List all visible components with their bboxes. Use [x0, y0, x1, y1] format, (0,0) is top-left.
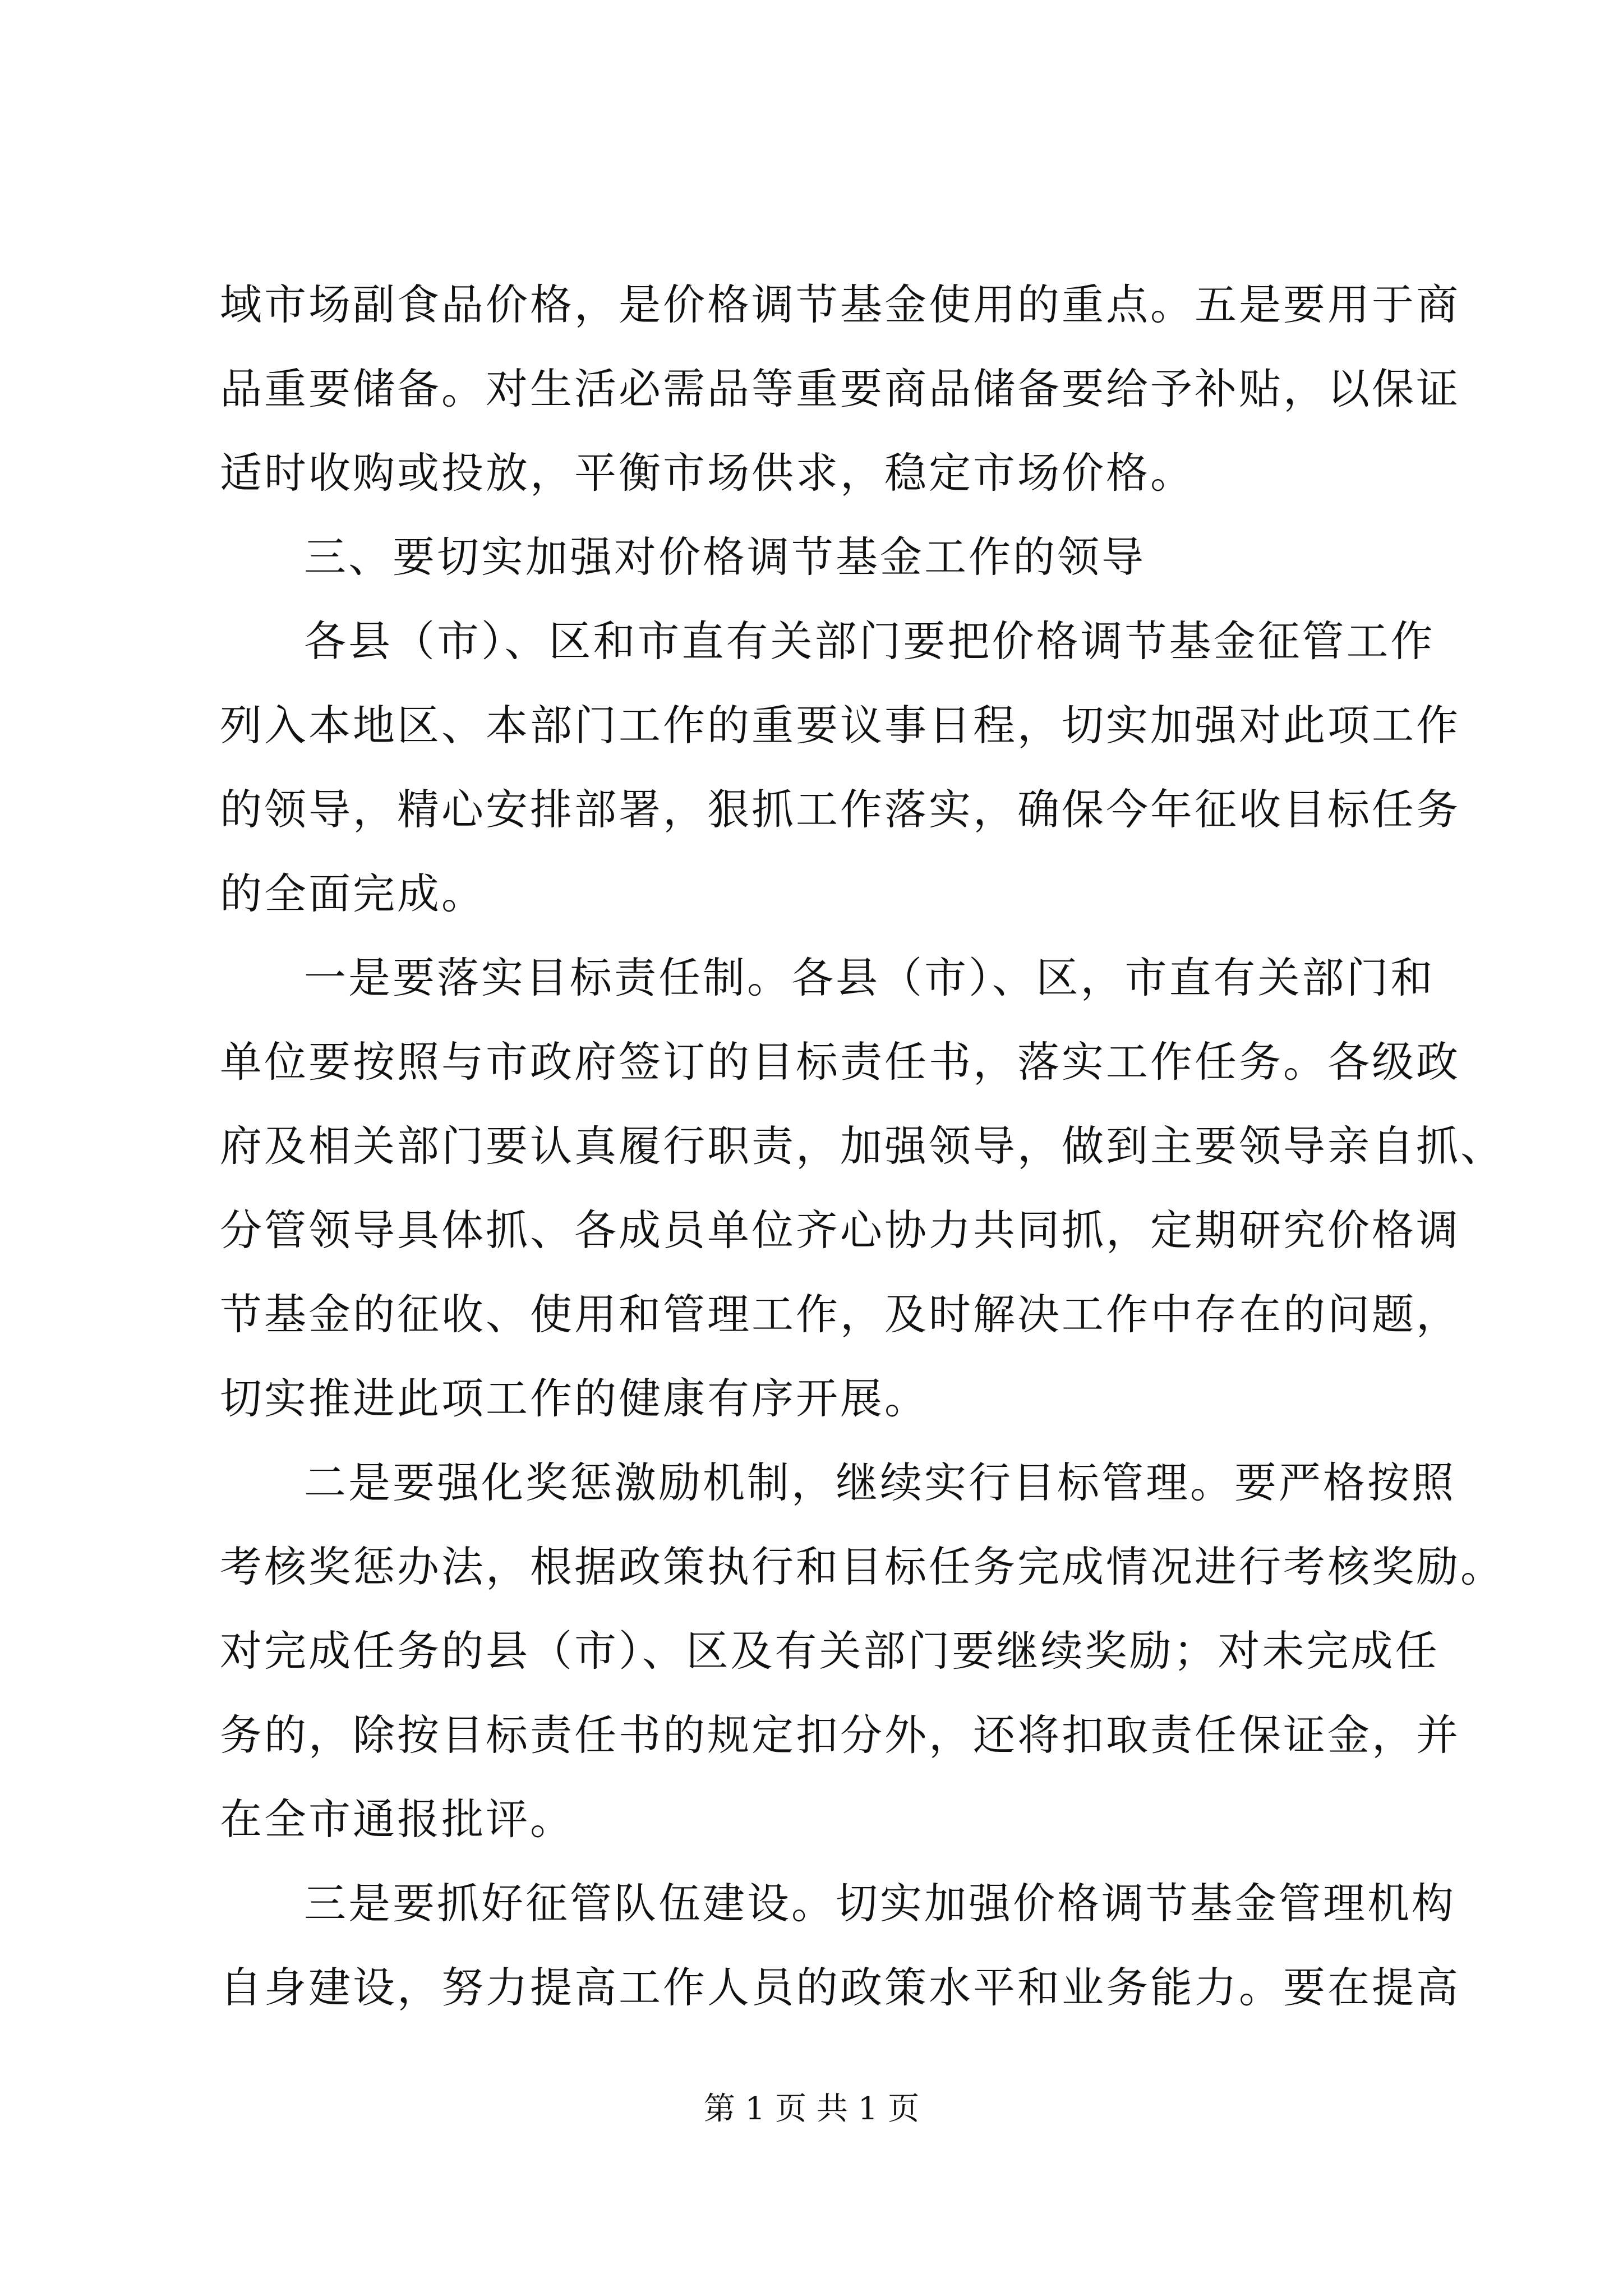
text-line: 域市场副食品价格，是价格调节基金使用的重点。五是要用于商: [220, 280, 1461, 329]
text-line: 一是要落实目标责任制。各县（市）、区，市直有关部门和: [304, 953, 1435, 1002]
text-line: 在全市通报批评。: [220, 1795, 575, 1844]
text-line: 适时收购或投放，平衡市场供求，稳定市场价格。: [220, 448, 1195, 498]
text-line: 的领导，精心安排部署，狠抓工作落实，确保今年征收目标任务: [220, 785, 1461, 834]
text-line: 单位要按照与市政府签订的目标责任书，落实工作任务。各级政: [220, 1037, 1461, 1087]
section-heading: 三、要切实加强对价格调节基金工作的领导: [304, 532, 1146, 582]
text-line: 分管领导具体抓、各成员单位齐心协力共同抓，定期研究价格调: [220, 1205, 1461, 1255]
text-line: 切实推进此项工作的健康有序开展。: [220, 1374, 929, 1423]
page-number-footer: 第 1 页 共 1 页: [703, 2091, 920, 2127]
text-line: 各县（市）、区和市直有关部门要把价格调节基金征管工作: [304, 616, 1435, 666]
text-line: 品重要储备。对生活必需品等重要商品储备要给予补贴，以保证: [220, 364, 1461, 413]
text-line: 二是要强化奖惩激励机制，继续实行目标管理。要严格按照: [304, 1458, 1456, 1507]
text-line: 考核奖惩办法，根据政策执行和目标任务完成情况进行考核奖励。: [220, 1542, 1505, 1591]
text-line: 列入本地区、本部门工作的重要议事日程，切实加强对此项工作: [220, 701, 1461, 750]
text-line: 务的，除按目标责任书的规定扣分外，还将扣取责任保证金，并: [220, 1710, 1461, 1760]
text-line: 府及相关部门要认真履行职责，加强领导，做到主要领导亲自抓、: [220, 1121, 1505, 1171]
text-line: 自身建设，努力提高工作人员的政策水平和业务能力。要在提高: [220, 1963, 1461, 2012]
text-line: 三是要抓好征管队伍建设。切实加强价格调节基金管理机构: [304, 1879, 1456, 1928]
text-line: 节基金的征收、使用和管理工作，及时解决工作中存在的问题，: [220, 1290, 1461, 1339]
text-line: 的全面完成。: [220, 869, 486, 918]
document-body: [220, 263, 1505, 2030]
text-line: 对完成任务的县（市）、区及有关部门要继续奖励；对未完成任: [220, 1626, 1440, 1676]
